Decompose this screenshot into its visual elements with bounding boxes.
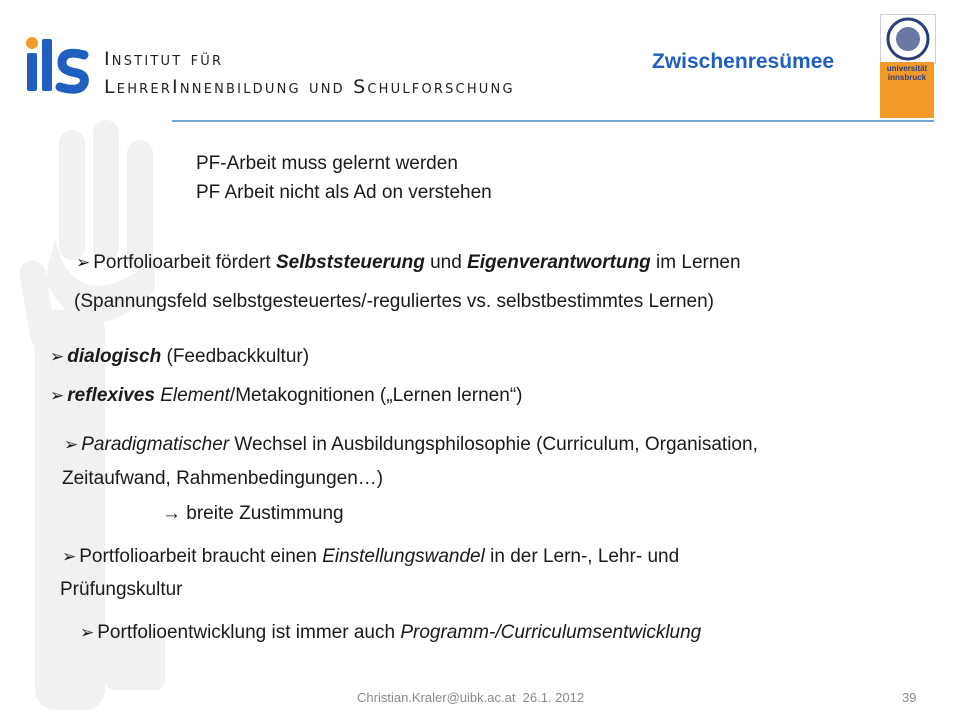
seal-icon [881,15,935,63]
page-number: 39 [902,690,917,705]
bullet-paradigmatisch-line-2: Zeitaufwand, Rahmenbedingungen…) [62,468,384,489]
bullet-paradigmatisch: ➢ Paradigmatischer Wechsel in Ausbildungsphilosophie (Curriculum, Organisation, [64,434,758,455]
arrow-bullet-icon: ➢ [50,347,65,366]
intro-line-1: PF-Arbeit muss gelernt werden [196,153,458,174]
arrow-bullet-icon: ➢ [64,435,79,454]
university-logo [880,14,934,118]
page-title: Zwischenresümee [652,50,835,73]
arrow-bullet-icon: ➢ [50,386,65,405]
bullet-paradigmatisch-line-3: → breite Zustimmung [162,503,344,524]
uni-logo-text-1: universität [886,64,928,73]
hand-watermark [15,110,175,710]
bullet-dialogisch: ➢ dialogisch (Feedbackkultur) [50,346,310,367]
arrow-bullet-icon: ➢ [76,253,91,272]
bullet-selbststeuerung: ➢ Portfolioarbeit fördert Selbststeuerung und Eigenverantwortung im Lernen [76,252,741,273]
footer-email-date: Christian.Kraler@uibk.ac.at 26.1. 2012 [357,690,585,705]
arrow-bullet-icon: ➢ [80,623,95,642]
intro-line-2: PF Arbeit nicht als Ad on verstehen [196,182,492,203]
institute-line-1: Institut für [104,48,224,70]
institute-line-2: LehrerInnenbildung und Schulforschung [104,76,515,98]
bullet-reflexives: ➢ reflexives Element/Metakognitionen („Lernen lernen“) [50,385,523,406]
header-rule [172,120,934,122]
ils-logo-icon [22,35,92,95]
bullet-portfolioentwicklung: ➢ Portfolioentwicklung ist immer auch Programm-/Curriculumsentwicklung [80,622,702,643]
uni-logo-text-2: innsbruck [887,73,927,82]
bullet-selbststeuerung-line-2: (Spannungsfeld selbstgesteuertes/-reguliertes vs. selbstbestimmtes Lernen) [74,291,714,312]
bullet-einstellungswandel-line-2: Prüfungskultur [60,579,183,600]
arrow-bullet-icon: ➢ [62,547,77,566]
bullet-einstellungswandel: ➢ Portfolioarbeit braucht einen Einstellungswandel in der Lern-, Lehr- und [62,546,680,567]
